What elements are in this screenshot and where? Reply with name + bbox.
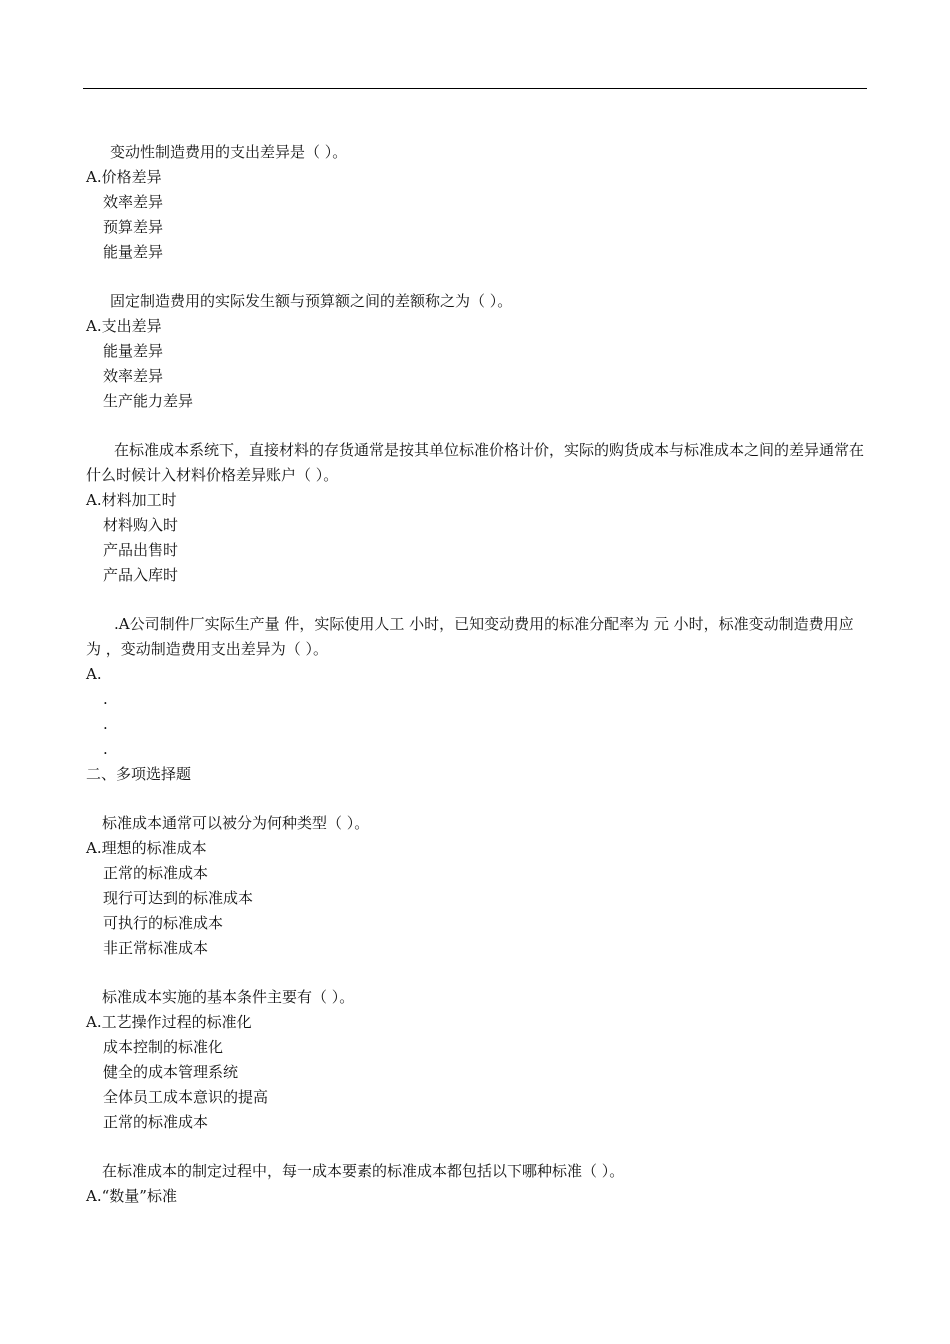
question-stem: .A公司制件厂实际生产量 件，实际使用人工 小时，已知变动费用的标准分配率为 元 小时，标准变动制造费用应为 ，变动制造费用支出差异为（ ）。 [86,615,854,658]
option-a: A.“数量”标准 [86,1187,177,1205]
option: 效率差异 [103,367,164,385]
option-a: A.价格差异 [86,168,162,186]
option: 现行可达到的标准成本 [103,889,254,907]
header-rule [83,88,867,89]
option: 非正常标准成本 [103,939,209,957]
option: . [103,740,108,758]
option: 可执行的标准成本 [103,914,224,932]
option: 正常的标准成本 [103,1113,209,1131]
option-a: A.材料加工时 [86,491,177,509]
option-a: A.工艺操作过程的标准化 [86,1013,252,1031]
question-stem: 在标准成本的制定过程中，每一成本要素的标准成本都包括以下哪种标准（ ）。 [102,1162,625,1180]
question-stem: 固定制造费用的实际发生额与预算额之间的差额称之为（ ）。 [110,292,513,310]
question-stem: 在标准成本系统下，直接材料的存货通常是按其单位标准价格计价，实际的购货成本与标准成本之间的差异通常在什么时候计入材料价格差异账户（ ）。 [86,441,865,484]
option: 材料购入时 [103,516,179,534]
question-stem: 标准成本实施的基本条件主要有（ ）。 [102,988,355,1006]
option: 正常的标准成本 [103,864,209,882]
option: 预算差异 [103,218,164,236]
option: 全体员工成本意识的提高 [103,1088,269,1106]
option: 成本控制的标准化 [103,1038,224,1056]
option-a: A.支出差异 [86,317,162,335]
option: 能量差异 [103,243,164,261]
document-body [86,140,868,1209]
question-stem: 变动性制造费用的支出差异是（ ）。 [110,143,348,161]
option: 产品出售时 [103,541,179,559]
option: . [103,715,108,733]
question-stem: 标准成本通常可以被分为何种类型（ ）。 [102,814,370,832]
option: 健全的成本管理系统 [103,1063,239,1081]
option: 效率差异 [103,193,164,211]
option: 生产能力差异 [103,392,194,410]
option-a: A.理想的标准成本 [86,839,207,857]
option: 能量差异 [103,342,164,360]
section-title: 二、多项选择题 [86,765,192,783]
option: 产品入库时 [103,566,179,584]
option-a: A. [86,665,102,683]
option: . [103,690,108,708]
